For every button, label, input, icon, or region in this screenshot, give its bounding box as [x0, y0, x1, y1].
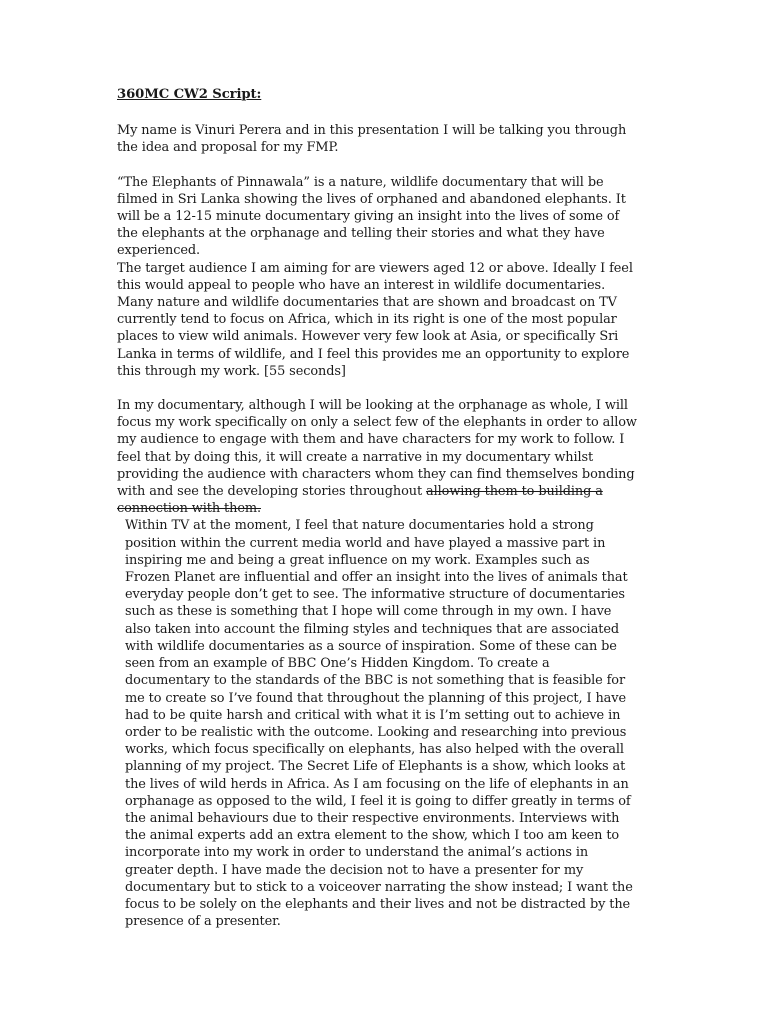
- struck-through-text: allowing them to building a connection with them.: [117, 484, 603, 517]
- document-title: 360MC CW2 Script:: [117, 87, 262, 102]
- narrative-paragraph: [117, 397, 637, 517]
- document-page: [117, 86, 637, 930]
- influences-paragraph: Within TV at the moment, I feel that nature documentaries hold a strong position within the current media world and have played a massive part in inspiring me and being a great influence on my work. Examples such as Frozen Planet are influential and offer an insight into the lives of animals that everyday people don’t get to see. The informative structure of documentaries such as these is something that I hope will come through in my own. I have also taken into account the filming styles and techniques that are associated with wildlife documentaries as a source of inspiration. Some of these can be seen from an example of BBC One’s Hidden Kingdom. To create a documentary to the standards of the BBC is not something that is feasible for me to create so I’ve found that throughout the planning of this project, I have had to be quite harsh and critical with what it is I’m setting out to achieve in order to be realistic with the outcome. Looking and researching into previous works, which focus specifically on elephants, has also helped with the overall planning of my project. The Secret Life of Elephants is a show, which looks at the lives of wild herds in Africa. As I am focusing on the life of elephants in an orphanage as opposed to the wild, I feel it is going to differ greatly in terms of the animal behaviours due to their respective environments. Interviews with the animal experts add an extra element to the show, which I too am keen to incorporate into my work in order to understand the animal’s actions in greater depth. I have made the decision not to have a presenter for my documentary but to stick to a voiceover narrating the show instead; I want the focus to be solely on the elephants and their lives and not be distracted by the presence of a presenter.: [125, 518, 633, 930]
- narrative-text: In my documentary, although I will be looking at the orphanage as whole, I will focus my work specifically on only a select few of the elephants in order to allow my audience to engage with them and have characters for my work to follow. I feel that by doing this, it will create a narrative in my documentary whilst providing the audience with characters whom they can find themselves bonding with and see the developing stories throughout: [117, 398, 637, 500]
- audience-paragraph: The target audience I am aiming for are viewers aged 12 or above. Ideally I feel this would appeal to people who have an interest in wildlife documentaries. Many nature and wildlife documentaries that are shown and broadcast on TV currently tend to focus on Africa, which in its right is one of the most popular places to view wild animals. However very few look at Asia, or specifically Sri Lanka in terms of wildlife, and I feel this provides me an opportunity to explore this through my work. [55 seconds]: [117, 260, 633, 379]
- intro-paragraph: My name is Vinuri Perera and in this presentation I will be talking you through the idea and proposal for my FMP.: [117, 123, 627, 156]
- premise-paragraph: “The Elephants of Pinnawala” is a nature, wildlife documentary that will be filmed in Sri Lanka showing the lives of orphaned and abandoned elephants. It will be a 12-15 minute documentary giving an insight into the lives of some of the elephants at the orphanage and telling their stories and what they have experienced.: [117, 174, 626, 259]
- paragraph-gap: [117, 157, 637, 174]
- paragraph-gap: [117, 380, 637, 397]
